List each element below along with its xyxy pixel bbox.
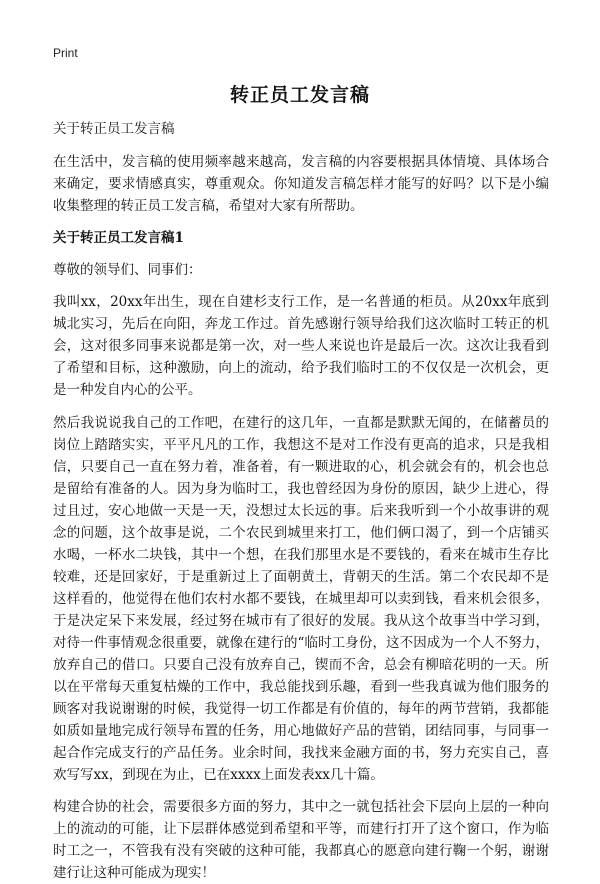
print-link[interactable]: Print xyxy=(53,46,78,60)
greeting: 尊敬的领导们、同事们： xyxy=(53,262,202,278)
page-title: 转正员工发言稿 xyxy=(229,84,370,106)
section-heading: 关于转正员工发言稿1 xyxy=(53,230,184,246)
body-paragraph-1: 我叫xx，20xx年出生，现在自建杉支行工作，是一名普通的柜员。从20xx年底到城北实习，先后在向阳，奔龙工作过。首先感谢行领导给我们这次临时工转正的机会，这对很多同事来说都是第一次，对一些人来说也许是最后一次。这次让我看到了希望和目标，这种激励，向上的流动，给予我们临时工的不仅仅是一次机会，更是一种发自内心的公平。 xyxy=(53,294,549,398)
intro-paragraph: 在生活中，发言稿的使用频率越来越高，发言稿的内容要根据具体情境、具体场合来确定，要求情感真实，尊重观众。你知道发言稿怎样才能写的好吗？以下是小编收集整理的转正员工发言稿，希望对大家有所帮助。 xyxy=(53,154,549,214)
document-body xyxy=(53,118,549,884)
body-paragraph-2: 然后我说说我自己的工作吧，在建行的这几年，一直都是默默无闻的，在储蓄员的岗位上踏踏实实，平平凡凡的工作，我想这不是对工作没有更高的追求，只是我相信，只要自己一直在努力着，准备着，有一颗进取的心，机会就会有的，机会也总是留给有准备的人。因为身为临时工，我也曾经因为身份的原因，缺少上进心，得过且过，安心地做一天是一天，没想过太长远的事。后来我听到一个小故事讲的观念的问题，这个故事是说，二个农民到城里来打工，他们俩口渴了，到一个店铺买水喝，一杯水二块钱，其中一个想，在我们那里水是不要钱的，看来在城市生存比较难，还是回家好，于是重新过上了面朝黄土，背朝天的生活。第二个农民却不是这样看的，他觉得在他们农村水都不要钱，在城里却可以卖到钱，看来机会很多，于是决定呆下来发展，经过努在城市有了很好的发展。我从这个故事当中学习到，对待一件事情观念很重要，就像在建行的“临时工身份，这不因成为一个人不努力，放弃自己的借口。只要自己没有放弃自己，锲而不舍，总会有柳暗花明的一天。所以在平常每天重复枯燥的工作中，我总能找到乐趣，看到一些我真诚为他们服务的顾客对我说谢谢的时候，我觉得一切工作都是有价值的，每年的两节营销，我都能如质如量地完成行领导布置的任务，用心地做好产品的营销，团结同事，与同事一起合作完成支行的产品任务。业余时间，我找来金融方面的书，努力充实自己，喜欢写写xx，到现在为止，已在xxxx上面发表xx几十篇。 xyxy=(53,415,549,783)
subtitle: 关于转正员工发言稿 xyxy=(53,121,175,137)
body-paragraph-3: 构建合协的社会，需要很多方面的努力，其中之一就包括社会下层向上层的一种向上的流动的可能，让下层群体感觉到希望和平等，而建行打开了这个窗口，作为临时工之一，不管我有没有突破的这种可能，我都真心的愿意向建行鞠一个躬，谢谢建行让这种可能成为现实！ xyxy=(53,799,549,881)
